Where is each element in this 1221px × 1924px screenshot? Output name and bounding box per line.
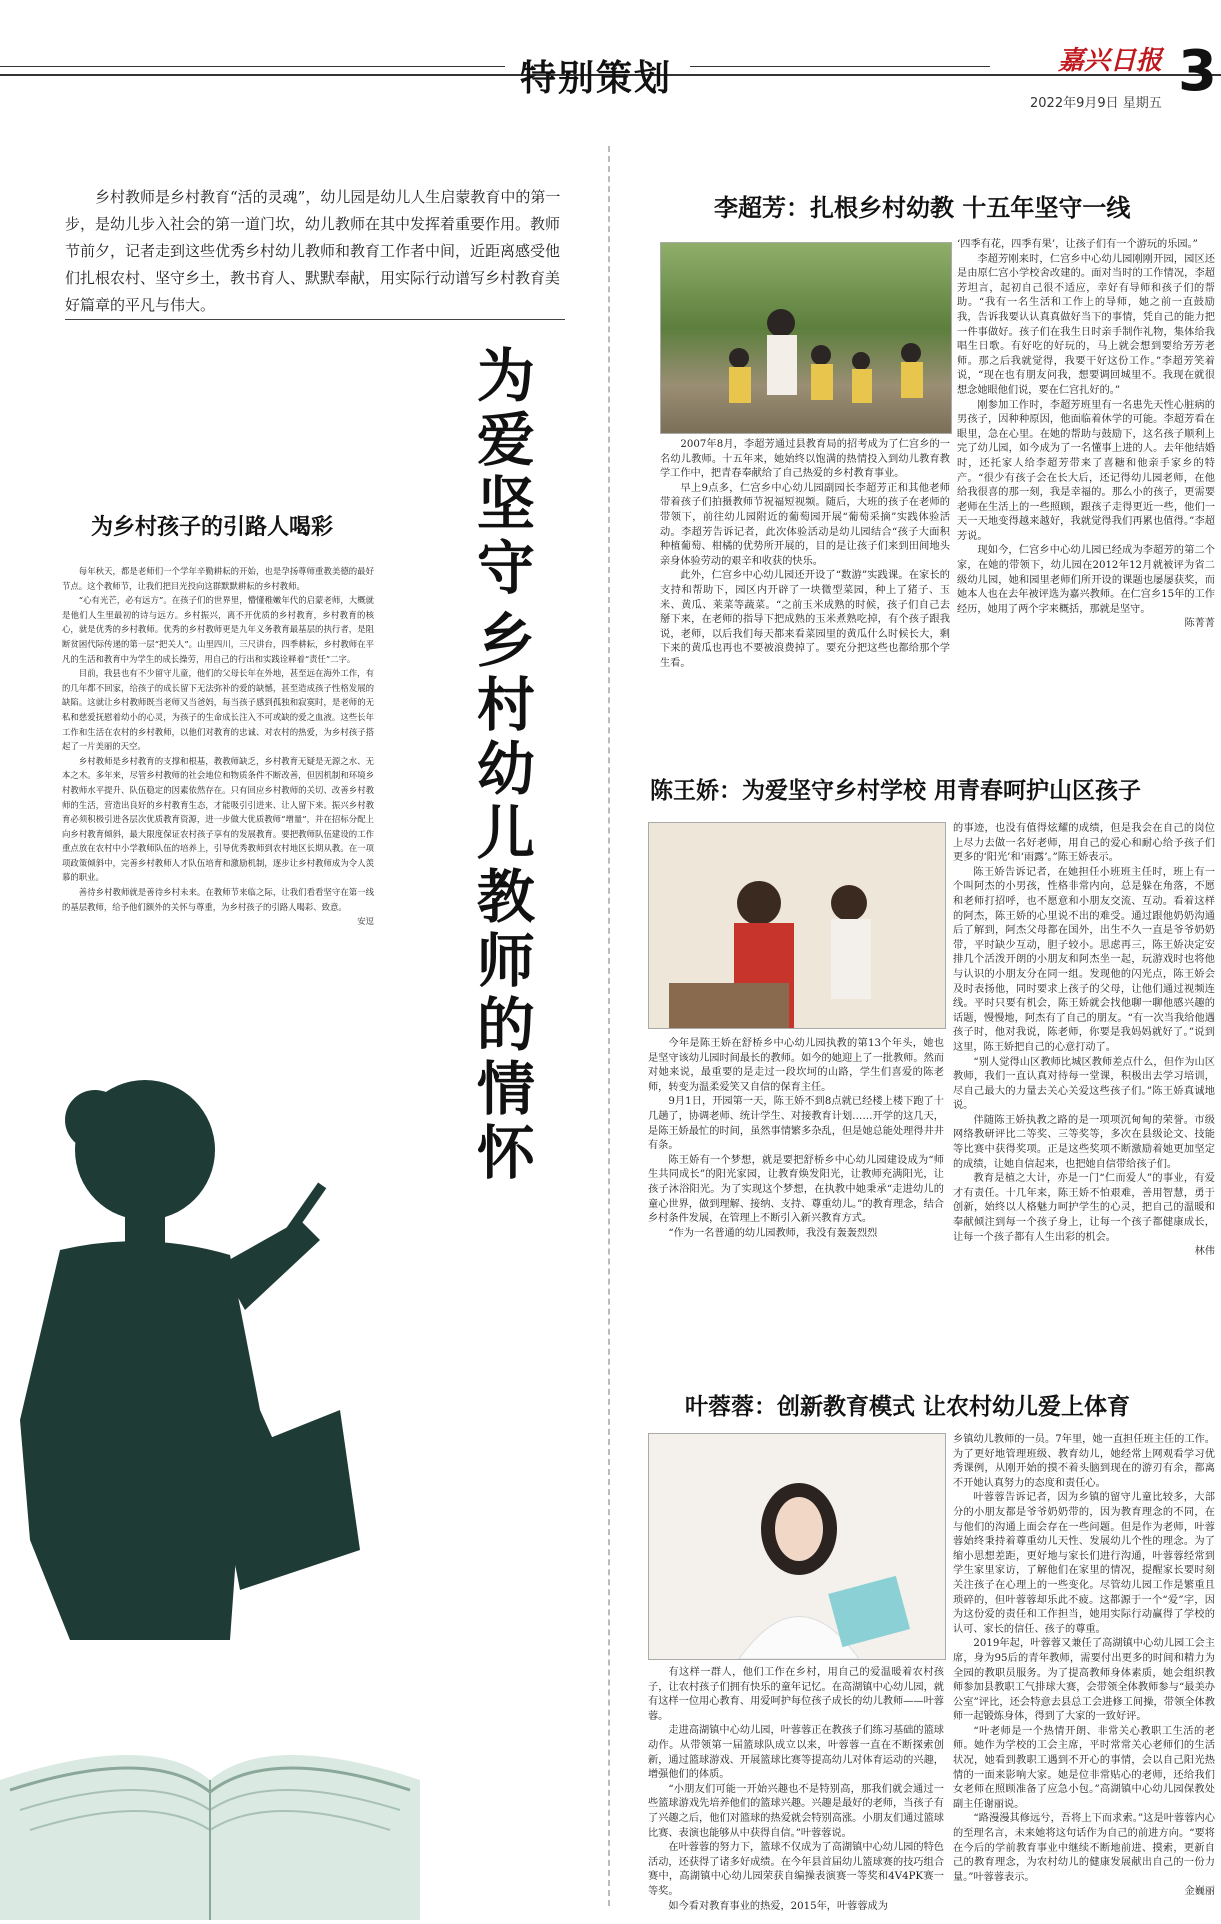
editorial-paragraph: “心有光芒，必有远方”。在孩子们的世界里，懵懂稚嫩年代的启蒙老师，大概就是他们人生里最初的诗与远方。乡村振兴，离不开优质的乡村教育，乡村教育的核心，就是优秀的乡村教师。优秀的乡村教师更是九年义务教育最基层的执行者，是阻断贫困代际传递的第一层“把关人”。山里四川，三尺讲台，四季耕耘，乡村教师在平凡的生活和教育中为学生的成长操劳，用自己的行出和实践诠释着“责任”二字。 bbox=[62, 595, 374, 664]
editorial-signature: 安逗 bbox=[357, 916, 374, 927]
article3-paragraph: “叶老师是一个热情开朗、非常关心教职工生活的老师。她作为学校的工会主席，平时常常关心老师们的生活状况，她看到教职工遇到不开心的事情，会以自己阳光热情的一面来影响大家。她是位非常贴心的老师，还给我们女老师在照顾准备了应急小包。”高湖镇中心幼儿园保教处副主任谢丽说。 bbox=[953, 1725, 1215, 1810]
article2-title: 陈王娇：为爱坚守乡村学校 用青春呵护山区孩子 bbox=[650, 778, 1142, 804]
article1-paragraph: 早上9点多，仁宫乡中心幼儿园副园长李超芳正和其他老师带着孩子们拍摄教师节祝福短视频。随后，大班的孩子在老师的带领下，前往幼儿园附近的葡萄园开展“葡萄采摘”实践体验活动。李超芳告诉记者，此次体验活动是幼儿园结合“孩子大面积种植葡萄、柑橘的优势所开展的，目的是让孩子们来到田间地头亲身体验劳动的艰辛和收获的快乐。 bbox=[660, 482, 950, 567]
editorial-title: 为乡村孩子的引路人喝彩 bbox=[90, 515, 333, 540]
article2-paragraph: “别人觉得山区教师比城区教师差点什么，但作为山区教师，我们一直认真对待每一堂课，积极出去学习培训，尽自己最大的力量去关心关爱这些孩子们。”陈王娇真诚地说。 bbox=[953, 1056, 1215, 1112]
editorial-body bbox=[62, 564, 374, 929]
article1-paragraph: 李超芳刚来时，仁宫乡中心幼儿园刚刚开园，园区还是由原仁宫小学校舍改建的。面对当时的工作情况，李超芳坦言，起初自己很不适应，幸好有导师和孩子们的帮助。“我有一名生活和工作上的导师，她之前一直鼓励我，告诉我要认认真真做好当下的事情，凭自己的能力把一件事做好。孩子们在我生日时亲手制作礼物，集体给我唱生日歌。有好吃的好玩的，马上就会想到要给芳芳老师。那之后我就觉得，我要干好这份工作。”李超芳笑着说，“现在也有朋友问我，想要调回城里不。我现在就很想念她眼他们说，要在仁宫扎好的。” bbox=[957, 253, 1215, 396]
main-title-line1: 为爱坚守 bbox=[466, 345, 535, 601]
article2-column2 bbox=[953, 822, 1215, 1260]
article3-paragraph: 在叶蓉蓉的努力下，篮球不仅成为了高湖镇中心幼儿园的特色活动，还获得了诸多好成绩。在今年县首届幼儿篮球赛的技巧组合赛中，高湖镇中心幼儿园荣获自编操表演赛一等奖和4V4PK赛一等奖。 bbox=[648, 1842, 944, 1897]
article3-column1 bbox=[648, 1666, 944, 1914]
open-book-icon bbox=[0, 1755, 420, 1920]
article3-signature: 金巍丽 bbox=[1184, 1886, 1215, 1898]
article2-paragraph: 陈王娇有一个梦想，就是要把舒桥乡中心幼儿园建设成为“师生共同成长”的阳光家园，让教育焕发阳光，让教师充满阳光，让孩子沐浴阳光。为了实现这个梦想，在执教中她秉承“走进幼儿的童心世界，做到理解、接纳、支持、尊重幼儿。”的教育理念，结合乡村条件发展，在管理上不断引入新兴教育方式。 bbox=[648, 1154, 944, 1225]
article1-column2 bbox=[957, 238, 1215, 632]
article3-paragraph: 如今看对教育事业的热爱，2015年，叶蓉蓉成为 bbox=[668, 1900, 888, 1912]
article3-paragraph: “小朋友们可能一开始兴趣也不是特别高，那我们就会通过一些篮球游戏先培养他们的篮球兴趣。兴趣是最好的老师，当孩子有了兴趣之后，他们对篮球的热爱就会特别高涨。小朋友们通过篮球比赛、表演也能够从中获得自信。”叶蓉蓉说。 bbox=[648, 1783, 944, 1839]
teacher-silhouette-illustration bbox=[0, 1080, 420, 1920]
editorial-paragraph: 乡村教师是乡村教育的支撑和根基，教教师缺乏，乡村教育无疑是无源之水、无本之木。多年来，尽管乡村教师的社会地位和物质条件不断改善，但因机制和环境乡村教师水平提升、队伍稳定的因素依然存在。只有回应乡村教师的关切、改善乡村教师的生活，营造出良好的乡村教育生态，才能吸引引进来、让人留下来。振兴乡村教育必须积极引进各层次优质教育资源，进一步做大优质教师“增量”，并在招标分配上向乡村教育倾斜，最大限度保证农村孩子享有的发展教育。要把教师队伍建设的工作重点放在农村中小学教师队伍的培养上，引导优秀教师到农村地区长期从教。在一项项政策倾斜中，完善乡村教师人才队伍培育和激励机制，逐步让乡村教师成为令人羡慕的职业。 bbox=[62, 755, 374, 883]
intro-paragraph bbox=[65, 184, 565, 320]
article2-paragraph: 伴随陈王娇执教之路的是一项项沉甸甸的荣誉。市级网络教研评比二等奖、三等奖等，多次在县级论文、技能等比赛中获得奖项。正是这些奖项不断激励着她更加坚定的成绩，让她自信起来，也把她自信带给孩子们。 bbox=[953, 1114, 1215, 1170]
article3-column2 bbox=[953, 1433, 1215, 1900]
article2-paragraph: 9月1日，开园第一天，陈王娇不到8点就已经楼上楼下跑了十几趟了，协调老师、统计学生、对接教育计划……开学的这几天，是陈王娇最忙的时间，虽然事情繁多杂乱，但是她总能处理得井井有条。 bbox=[648, 1096, 944, 1152]
page-number: 3 bbox=[1178, 39, 1217, 104]
article1-paragraph: 刚参加工作时，李超芳班里有一名患先天性心脏病的男孩子，因种种原因，他面临着休学的可能。李超芳看在眼里，急在心里。在她的帮助与鼓励下，这名孩子顺利上完了幼儿园，如今成为了一名懂事上进的人。去年他结婚时，还托家人给李超芳带来了喜糖和他亲手家乡的特产。“很少有孩子会在长大后，还记得幼儿园老师，在他给我很喜的那一刻，我是幸福的。那么小的孩子，更需要老师在生活上的一些照顾，跟孩子走得更近一些，他们一天一天地变得越来越好，我就觉得我们再累也值得。”李超芳说。 bbox=[957, 399, 1215, 542]
article1-paragraph: ‘四季有花，四季有果’，让孩子们有一个游玩的乐园。” bbox=[957, 239, 1198, 250]
article1-paragraph: 现如今，仁宫乡中心幼儿园已经成为李超芳的第二个家，在她的带领下，幼儿园在2012年12月就被评为省二级幼儿园，她和园里老师们所开设的课题也屡屡获奖，而她本人也在去年被评选为嘉兴教师。在仁宫乡15年的工作经历，她用了两个字来概括，那就是坚守。 bbox=[957, 545, 1215, 615]
article3-paragraph: 有这样一群人，他们工作在乡村，用自己的爱温暖着农村孩子，让农村孩子们拥有快乐的童年记忆。在高湖镇中心幼儿园，就有这样一位用心教育、用爱呵护每位孩子成长的幼儿教师——叶蓉蓉。 bbox=[648, 1667, 944, 1722]
editorial-paragraph: 目前，我县也有不少留守儿童，他们的父母长年在外地，甚至远在海外工作，有的几年都不回家，给孩子的成长留下无法弥补的爱的缺憾，甚至造成孩子性格发展的缺陷。这就让乡村教师既当老师又当爸妈，每当孩子感到孤独和寂寞时，是老师的无私和慈爱抚慰着幼小的心灵，为孩子的生命成长注入不可或缺的爱之血液。这些长年工作和生活在农村的乡村教师，以他们对教育的忠诚、对农村的热爱，为乡村孩子搭起了一片美丽的天空。 bbox=[62, 668, 374, 752]
article1-paragraph: 2007年8月，李超芳通过县教育局的招考成为了仁宫乡的一名幼儿教师。十五年来，她始终以饱满的热情投入到幼儿教育教学工作中，把青春奉献给了自己热爱的乡村教育事业。 bbox=[660, 439, 950, 480]
article1-photo bbox=[660, 242, 952, 434]
article1-paragraph: 此外，仁宫乡中心幼儿园还开设了“数游”实践课。在家长的支持和帮助下，园区内开辟了一块微型菜园，种上了猪子、玉米、黄瓜、莱菜等蔬菜。“之前玉米成熟的时候，孩子们自己去掰下来，在老师的指导下把成熟的玉米煮熟吃掉，有个孩子跟我说，老师，以后我们每天都来看菜园里的黄瓜什么时候长大，剩下来的黄瓜也再也不要被浪费掉了。要充分把这些也都给那个学生看。 bbox=[660, 570, 950, 669]
paper-logo: 嘉兴日报 bbox=[1058, 46, 1163, 76]
article2-paragraph: 的事迹，也没有值得炫耀的成绩，但是我会在自己的岗位上尽力去做一名好老师，用自己的爱心和耐心给予孩子们更多的‘阳光’和‘雨露’。”陈王娇表示。 bbox=[953, 823, 1215, 864]
article2-signature: 林伟 bbox=[1194, 1246, 1215, 1258]
header-rule-right bbox=[690, 66, 990, 67]
article1-title: 李超芳：扎根乡村幼教 十五年坚守一线 bbox=[714, 194, 1131, 222]
article3-paragraph: 2019年起，叶蓉蓉又兼任了高湖镇中心幼儿园工会主席，身为95后的青年教师，需要付出更多的时间和精力为全园的教职员服务。为了提高教师身体素质，她会组织教师参加县教职工气排球大赛，会带领全体教师参与“最美办公室”评比，还会特意去县总工会进修工间操，带领全体教师一起锻炼身体，得到了大家的一致好评。 bbox=[953, 1638, 1215, 1723]
article3-paragraph: 走进高湖镇中心幼儿园，叶蓉蓉正在教孩子们练习基础的篮球动作。从带领第一届篮球队成立以来，叶蓉蓉一直在不断探索创新，通过篮球游戏、开展篮球比赛等提高幼儿对体育运动的兴趣，增强他们的体质。 bbox=[648, 1725, 944, 1781]
article3-paragraph: “路漫漫其修远兮，吾将上下而求索。”这是叶蓉蓉内心的至理名言，未来她将这句话作为自己的前进方向。“要将在今后的学前教育事业中继续不断地前进、摸索，更新自己的教育理念，为农村幼儿的健康发展献出自己的一份力量。”叶蓉蓉表示。 bbox=[953, 1813, 1215, 1883]
article2-paragraph: 今年是陈王娇在舒桥乡中心幼儿园执教的第13个年头，她也是坚守该幼儿园时间最长的教师。如今的她迎上了一批教师。然而对她来说，最重要的是走过一段坎坷的山路，学生们喜爱的陈老师，转变为温柔爱笑又自信的保育主任。 bbox=[648, 1038, 944, 1093]
article2-paragraph: 教育是植之大计，亦是一门“仁而爱人”的事业，有爱才有责任。十几年来，陈王娇不怕艰难，善用智慧，勇于创新，始终以人格魅力呵护学生的心灵，把自己的温暖和奉献倾注到每一个孩子身上，让每一个孩子都健康成长，让每一个孩子都有人生出彩的机会。 bbox=[953, 1173, 1215, 1243]
article3-title: 叶蓉蓉：创新教育模式 让农村幼儿爱上体育 bbox=[685, 1394, 1131, 1420]
intro-text: 乡村教师是乡村教育“活的灵魂”，幼儿园是幼儿人生启蒙教育中的第一步，是幼儿步入社会的第一道门坎，幼儿教师在其中发挥着重要作用。教师节前夕，记者走到这些优秀乡村幼儿教师和教育工作者中间，近距离感受他们扎根农村、坚守乡土，教书育人、默默奉献，用实际行动谱写乡村教育美好篇章的平凡与伟大。 bbox=[65, 184, 565, 320]
article2-paragraph: “作为一名普通的幼儿园教师，我没有轰轰烈烈 bbox=[668, 1227, 878, 1239]
article1-signature: 陈菁菁 bbox=[1184, 618, 1215, 630]
article3-paragraph: 乡镇幼儿教师的一员。7年里，她一直担任班主任的工作。为了更好地管理班级、教育幼儿，她经常上网观看学习优秀课例，从刚开始的摸不着头脑到现在的游刃有余，都离不开她认真努力的态度和责任心。 bbox=[953, 1434, 1215, 1489]
article2-paragraph: 陈王娇告诉记者，在她担任小班班主任时，班上有一个叫阿杰的小男孩，性格非常内向，总是躲在角落，不愿和老师打招呼，也不愿意和小朋友交流、互动。看着这样的阿杰，陈王娇的心里说不出的难受。通过跟他奶奶沟通后了解到，阿杰父母都在国外，出生不久一直是爷爷奶奶带，平时缺少互动，胆子较小。思虑再三，陈王娇决定安排几个活泼开朗的小朋友和阿杰坐一起，玩游戏时也将他与认识的小朋友分在同一组。发现他的闪光点，陈王娇会及时表扬他，同时要求上孩子的父母，让他们通过视频连线。平时只要有机会，陈王娇就会找他聊一聊他感兴趣的话题，慢慢地，阿杰有了自己的朋友。“有一次当我给他遇孩子时，他对我说，陈老师，你要是我妈妈就好了。”说到这里，陈王娇把自己的心意打动了。 bbox=[953, 866, 1215, 1053]
header-rule-left bbox=[0, 66, 505, 67]
article2-photo bbox=[648, 822, 946, 1029]
column-divider bbox=[608, 146, 612, 1906]
editorial-paragraph: 每年秋天，都是老师们一个学年辛勤耕耘的开始，也是孕扬尊师重教美德的最好节点。这个教师节，让我们把目光投向这群默默耕耘的乡村教师。 bbox=[62, 566, 374, 591]
main-title-line2: 乡村幼儿教师的情怀 bbox=[466, 610, 535, 1186]
article3-paragraph: 叶蓉蓉告诉记者，因为乡镇的留守儿童比较多，大部分的小朋友都是爷爷奶奶带的，因为教育理念的不同，在与他们的沟通上面会存在一些问题。但是作为老师，叶蓉蓉始终秉持着尊重幼儿天性、发展幼儿个性的理念。为了缩小思想差距，更好地与家长们进行沟通，叶蓉蓉经常到学生家里家访，了解他们在家里的情况，提醒家长要时刻关注孩子在心理上的一些变化。尽管幼儿园工作是繁重且琐碎的，但叶蓉蓉却乐此不疲。这都源于一个“爱”字，因为这份爱的责任和工作担当，她用实际行动赢得了学校的认可、家长的信任、孩子的尊重。 bbox=[953, 1492, 1215, 1635]
article1-column1 bbox=[660, 438, 950, 672]
issue-date: 2022年9月9日 星期五 bbox=[1030, 96, 1162, 111]
editorial-paragraph: 善待乡村教师就是善待乡村未来。在教师节来临之际，让我们看看坚守在第一线的基层教师，给予他们额外的关怀与尊重，为乡村孩子的引路人喝彩、致意。 bbox=[62, 887, 374, 912]
section-title: 特别策划 bbox=[520, 58, 673, 99]
article3-photo bbox=[648, 1433, 946, 1660]
article2-column1 bbox=[648, 1037, 944, 1241]
